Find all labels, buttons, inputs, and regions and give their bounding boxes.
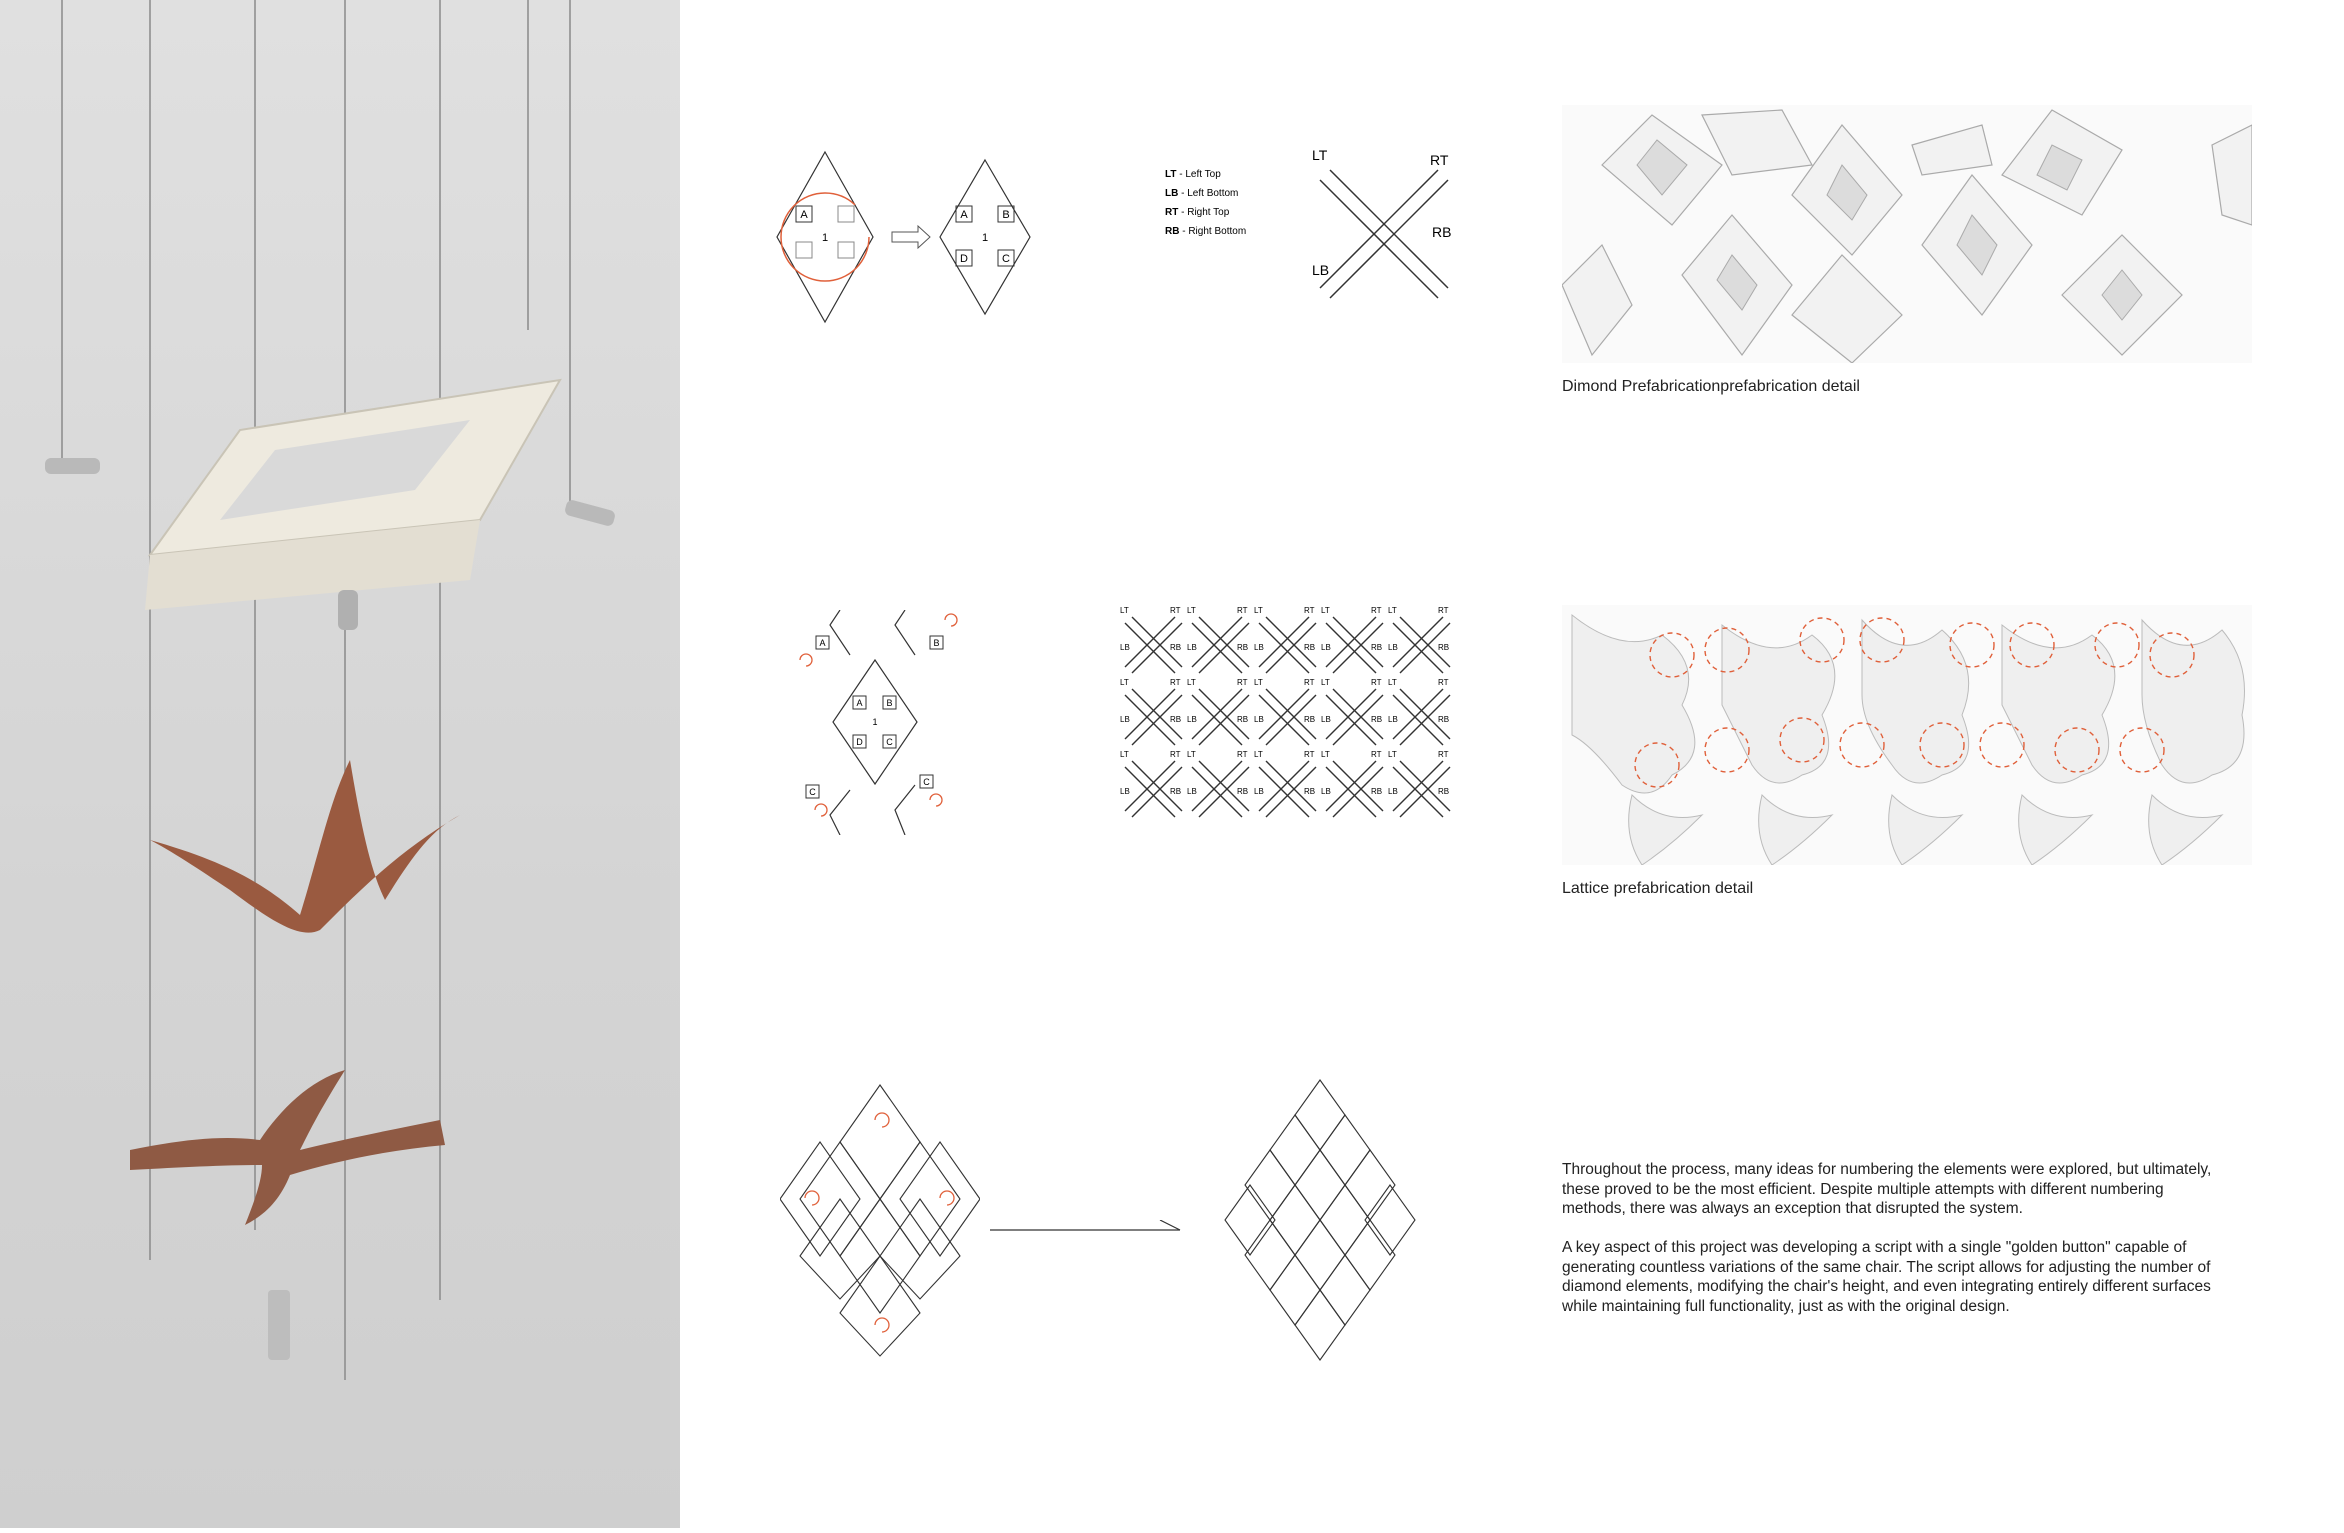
corner-legend — [1165, 165, 1305, 245]
corner-label: LB — [1120, 787, 1130, 796]
corner-label: RB — [1371, 787, 1383, 796]
label-a: A — [800, 209, 808, 221]
corner-label: RT — [1237, 750, 1248, 759]
cross-element — [1120, 678, 1182, 745]
svg-text:B: B — [933, 638, 940, 648]
svg-text:B: B — [886, 698, 893, 708]
corner-label: RB — [1170, 715, 1182, 724]
svg-text:C: C — [809, 787, 816, 797]
corner-label: LB — [1388, 787, 1398, 796]
cross-element — [1120, 750, 1182, 817]
cross-element — [1254, 678, 1316, 745]
cross-element — [1187, 606, 1249, 673]
cross-element — [1388, 750, 1450, 817]
corner-label: RB — [1438, 787, 1450, 796]
corner-label: LB — [1187, 787, 1197, 796]
cross-grid-diagram — [1120, 605, 1470, 830]
corner-label: LB — [1388, 715, 1398, 724]
corner-label: LT — [1321, 606, 1330, 615]
svg-text:A: A — [856, 698, 863, 708]
corner-label: RB — [1237, 787, 1249, 796]
corner-label: RB — [1304, 715, 1316, 724]
diamond-prefab-caption: Dimond Prefabricationprefabrication detail — [1562, 378, 1860, 395]
corner-label: LT — [1120, 750, 1129, 759]
script-paragraph: A key aspect of this project was developing a script with a single "golden button" capable of generating countless variations of the same chair. The script allows for adjusting the number of diamond elements, modifying the chair's height, and even integrating entirely different surfaces while maintaining full functionality, just as with the original design. — [1562, 1239, 2211, 1315]
corner-label: LB — [1388, 643, 1398, 652]
cross-element — [1254, 606, 1316, 673]
corner-label: RB — [1371, 715, 1383, 724]
corner-label: RB — [1438, 643, 1450, 652]
cross-element-diagram — [1310, 145, 1460, 315]
svg-text:D: D — [856, 737, 863, 747]
corner-label: RT — [1170, 678, 1181, 687]
cross-element — [1187, 678, 1249, 745]
corner-label: LT — [1120, 678, 1129, 687]
corner-label: LT — [1321, 750, 1330, 759]
cross-element — [1321, 678, 1383, 745]
rt-label: RT — [1430, 152, 1449, 168]
corner-label: RB — [1438, 715, 1450, 724]
corner-label: LT — [1187, 678, 1196, 687]
diamond-prefab-render — [1562, 105, 2252, 363]
lt-label: LT — [1312, 147, 1328, 163]
svg-text:A: A — [819, 638, 826, 648]
process-paragraph: Throughout the process, many ideas for numbering the elements were explored, but ultimately, these proved to be the most efficient. Despite multiple attempts with different numbering methods, there was always an exception that disrupted the system. — [1562, 1161, 2212, 1217]
corner-label: RT — [1237, 606, 1248, 615]
corner-label: RT — [1304, 750, 1315, 759]
corner-label: LT — [1120, 606, 1129, 615]
corner-label: LT — [1254, 678, 1263, 687]
svg-text:D: D — [960, 253, 968, 265]
corner-label: RT — [1371, 606, 1382, 615]
corner-label: LB — [1120, 715, 1130, 724]
corner-label: RT — [1170, 606, 1181, 615]
corner-label: LT — [1321, 678, 1330, 687]
corner-label: LB — [1187, 643, 1197, 652]
rb-label: RB — [1432, 224, 1452, 240]
svg-text:C: C — [1002, 253, 1010, 265]
corner-label: LT — [1254, 606, 1263, 615]
svg-text:C: C — [886, 737, 893, 747]
corner-label: RT — [1237, 678, 1248, 687]
diamond-array-numbered — [1220, 1075, 1420, 1365]
diamond-rotation-diagram — [770, 150, 1060, 330]
svg-text:RB - Right Bottom: RB - Right Bottom — [1165, 226, 1247, 237]
cross-element — [1254, 750, 1316, 817]
lattice-prefab-render — [1562, 605, 2252, 865]
svg-text:RT - Right Top: RT - Right Top — [1165, 207, 1230, 218]
lattice-prefab-caption: Lattice prefabrication detail — [1562, 880, 1754, 897]
corner-label: LT — [1388, 606, 1397, 615]
svg-text:1: 1 — [872, 717, 878, 727]
svg-text:1: 1 — [981, 232, 989, 244]
corner-label: LB — [1120, 643, 1130, 652]
corner-label: LT — [1187, 750, 1196, 759]
cross-element — [1187, 750, 1249, 817]
corner-label: LT — [1187, 606, 1196, 615]
corner-label: LB — [1254, 643, 1264, 652]
cross-element — [1120, 606, 1182, 673]
corner-label: RB — [1371, 643, 1383, 652]
svg-text:B: B — [1002, 209, 1010, 221]
corner-label: LB — [1187, 715, 1197, 724]
corner-label: LT — [1388, 678, 1397, 687]
diamond-array-rotations — [780, 1080, 980, 1360]
corner-label: LT — [1254, 750, 1263, 759]
corner-label: RB — [1237, 715, 1249, 724]
lb-label: LB — [1312, 262, 1330, 278]
corner-label: LB — [1321, 715, 1331, 724]
corner-label: RT — [1438, 750, 1449, 759]
corner-label: RT — [1371, 678, 1382, 687]
svg-text:1: 1 — [821, 232, 829, 244]
cross-element — [1321, 606, 1383, 673]
corner-label: LB — [1254, 715, 1264, 724]
corner-label: RB — [1170, 787, 1182, 796]
corner-label: LB — [1321, 643, 1331, 652]
corner-label: RB — [1237, 643, 1249, 652]
corner-label: RT — [1371, 750, 1382, 759]
corner-label: RT — [1438, 678, 1449, 687]
corner-label: LB — [1321, 787, 1331, 796]
corner-label: RB — [1170, 643, 1182, 652]
corner-label: LB — [1254, 787, 1264, 796]
corner-label: RT — [1304, 606, 1315, 615]
cross-element — [1388, 606, 1450, 673]
svg-text:LB - Left Bottom: LB - Left Bottom — [1165, 188, 1239, 199]
product-photo — [0, 0, 680, 1528]
corner-label: RT — [1304, 678, 1315, 687]
svg-text:A: A — [960, 209, 968, 221]
cross-element — [1321, 750, 1383, 817]
corner-label: RT — [1438, 606, 1449, 615]
svg-text:C: C — [923, 777, 930, 787]
diamond-unfold-diagram — [790, 610, 965, 835]
cross-element — [1388, 678, 1450, 745]
hanging-assembly-image — [0, 0, 680, 1528]
corner-label: RB — [1304, 787, 1316, 796]
svg-text:LT - Left Top: LT - Left Top — [1165, 169, 1221, 180]
corner-label: RB — [1304, 643, 1316, 652]
transform-arrow — [985, 1220, 1185, 1250]
corner-label: RT — [1170, 750, 1181, 759]
corner-label: LT — [1388, 750, 1397, 759]
